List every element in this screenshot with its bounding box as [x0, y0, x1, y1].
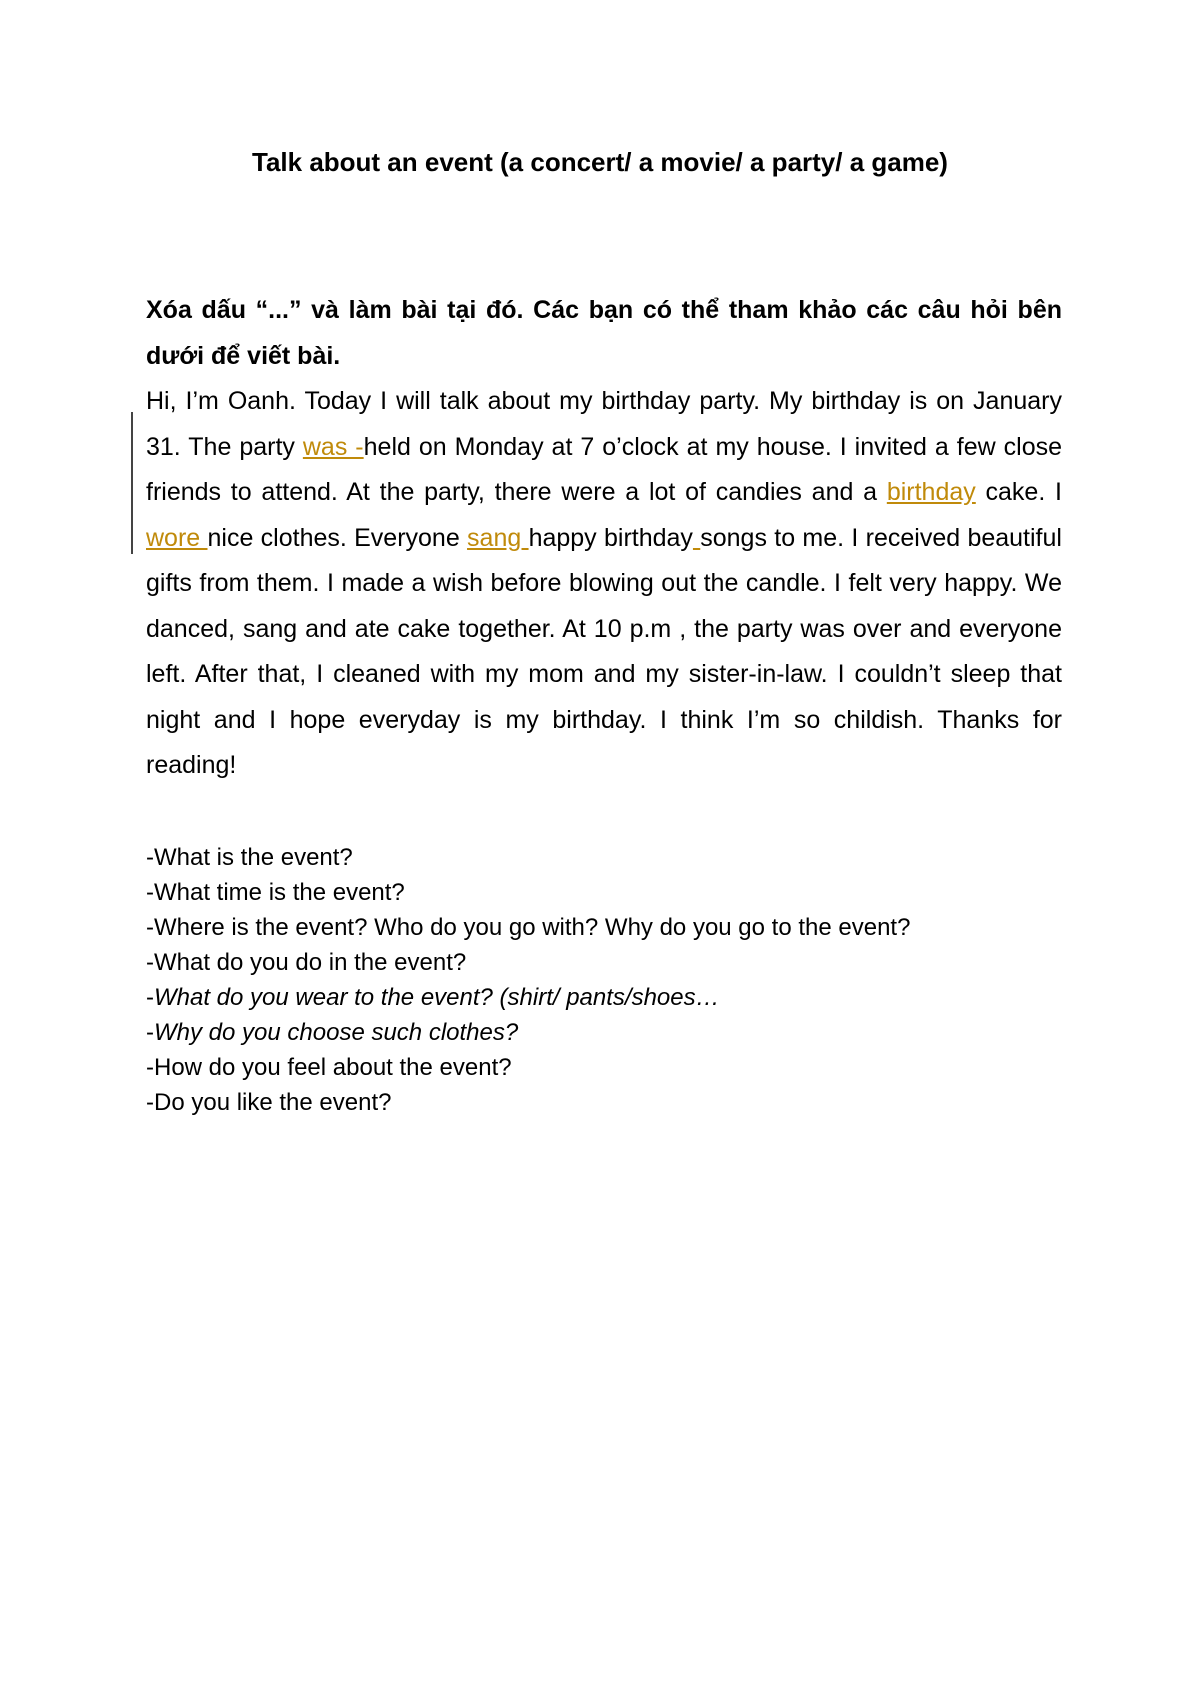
- page-title: Talk about an event (a concert/ a movie/ a party/ a game): [252, 147, 948, 177]
- tracked-insertion[interactable]: birthday: [886, 478, 976, 506]
- question-item: -What do you wear to the event? (shirt/ pants/shoes…: [146, 984, 720, 1011]
- tracked-insertion[interactable]: was -: [302, 432, 364, 461]
- essay-text: happy birthday: [528, 523, 693, 552]
- essay-text: songs to me. I received beautiful gifts from them. I made a wish before blowing out the candle. I felt very happy. We danced, sang and ate cake together. At 10 p.m , the party was over and everyone left. After that, I cleaned with my mom and my sister-in-law. I couldn’t sleep that night and I hope everyday is my birthday. I think I’m so childish. Thanks for reading!: [146, 523, 1062, 779]
- instruction-text: Xóa dấu “...” và làm bài tại đó. Các bạn có thể tham khảo các câu hỏi bên dưới để viết bài.: [146, 296, 1062, 370]
- essay-text: nice clothes. Everyone: [207, 523, 468, 552]
- track-changes-bar: [131, 412, 133, 554]
- essay-text: cake. I: [975, 478, 1062, 506]
- question-item: -How do you feel about the event?: [146, 1054, 512, 1081]
- essay-paragraph[interactable]: [146, 379, 1062, 789]
- guiding-questions-list: [146, 840, 1076, 1120]
- question-item: -What time is the event?: [146, 879, 405, 906]
- essay-text: held on Monday at 7 o’clock at my house. I invited a few close friends to attend. At the party, there were a lot of candies and a: [146, 432, 1063, 506]
- question-item: -What do you do in the event?: [146, 949, 467, 976]
- question-item: -Where is the event? Who do you go with? Why do you go to the event?: [146, 914, 911, 941]
- essay-text: Hi, I’m Oanh. Today I will talk about my birthday party. My birthday is on January 31. The party: [146, 387, 1062, 461]
- question-item: -Do you like the event?: [146, 1089, 392, 1116]
- tracked-insertion[interactable]: wore: [146, 523, 208, 552]
- document-body: [146, 288, 1062, 789]
- question-item: -What is the event?: [146, 844, 353, 871]
- question-item: -Why do you choose such clothes?: [146, 1019, 519, 1046]
- tracked-insertion[interactable]: sang: [467, 523, 529, 552]
